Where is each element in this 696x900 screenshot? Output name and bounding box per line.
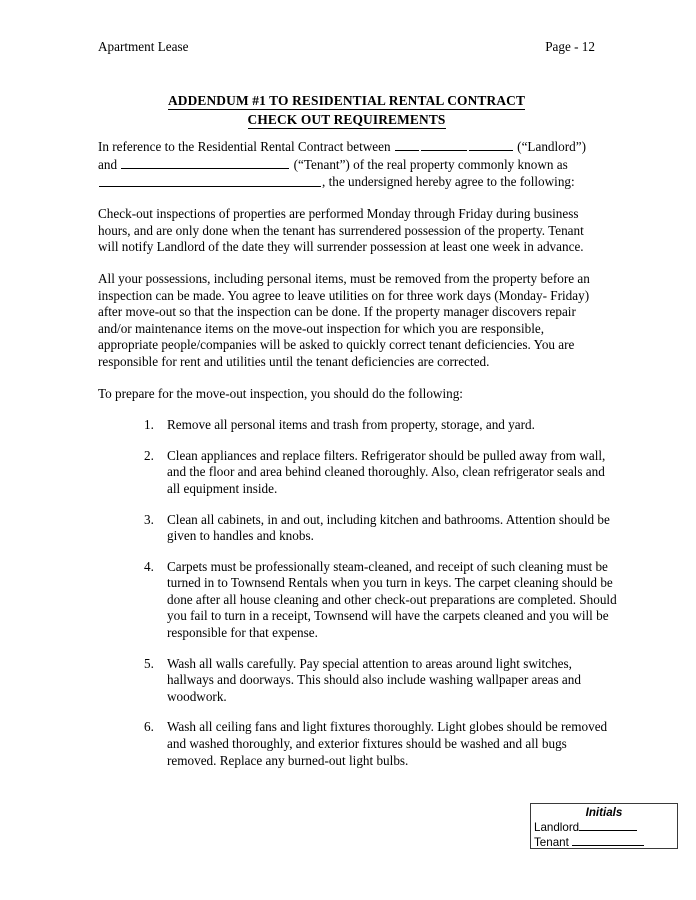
intro-segment-1: In reference to the Residential Rental Contract between [98,139,394,155]
list-item [144,417,619,434]
list-item-text: Remove all personal items and trash from property, storage, and yard. [167,417,535,433]
paragraph-possessions: All your possessions, including personal items, must be removed from the property before an inspection can be made. You agree to leave utilities on for three work days (Monday- Friday) after move-out so that the inspection can be done. If the property manager discovers repair and/or maintenance items on the move-out inspection for which you are responsible, appropriate people/companies will be asked to quickly correct tenant deficiencies. You are responsible for rent and utilities until the tenant deficiencies are corrected. [98,270,590,369]
intro-segment-4: , the undersigned hereby agree to the following: [322,174,575,190]
list-item [144,512,619,545]
list-item-text: Wash all walls carefully. Pay special attention to areas around light switches, hallways and doorways. This should also include washing wallpaper areas and woodwork. [167,655,581,704]
intro-paragraph [98,138,596,191]
list-item [144,719,619,769]
initials-landlord-blank-field[interactable] [579,820,637,831]
list-item [144,656,619,706]
header-page-number: Page - 12 [545,39,595,54]
initials-box [530,803,678,849]
document-body [98,138,617,769]
document-title [98,92,595,129]
tenant-blank-field[interactable] [121,156,289,169]
list-item-number: 1. [144,417,154,433]
list-item [144,448,619,498]
title-line-1: ADDENDUM #1 TO RESIDENTIAL RENTAL CONTRACT [167,93,526,108]
list-item-number: 3. [144,511,154,527]
initials-landlord-row [534,820,674,835]
landlord-blank-field-a[interactable] [395,138,419,151]
list-item-text: Carpets must be professionally steam-cleaned, and receipt of such cleaning must be turned in to Townsend Rentals when you turn in keys. The carpet cleaning should be done after all house cleaning and other check-out preparations are completed. Should you fail to turn in a receipt, Townsend will have the carpets cleaned and you will be responsible for that expense. [167,558,617,641]
landlord-blank-field-b[interactable] [421,138,467,151]
list-item-number: 5. [144,655,154,671]
list-item-text: Clean all cabinets, in and out, including kitchen and bathrooms. Attention should be given to handles and knobs. [167,511,610,544]
initials-landlord-label: Landlord [534,821,580,834]
landlord-blank-field-c[interactable] [469,138,513,151]
list-item-number: 4. [144,558,154,574]
initials-tenant-label: Tenant [534,836,573,849]
initials-tenant-row [534,835,674,850]
list-item-text: Clean appliances and replace filters. Refrigerator should be pulled away from wall, and the floor and area behind cleaned thoroughly. Also, clean refrigerator seals and all equipment inside. [167,447,606,496]
property-address-blank-field[interactable] [99,173,321,186]
intro-segment-3: (“Tenant”) of the real property commonly known as [290,156,568,172]
checkout-steps-list [98,417,617,769]
list-item-number: 6. [144,719,154,735]
header-document-title: Apartment Lease [98,39,189,54]
list-item-text: Wash all ceiling fans and light fixtures thoroughly. Light globes should be removed and washed thoroughly, and exterior fixtures should be washed and all bugs removed. Replace any burned-out light bulbs. [167,719,608,768]
list-item-number: 2. [144,447,154,463]
list-item [144,559,619,642]
paragraph-prepare-intro: To prepare for the move-out inspection, you should do the following: [98,385,463,401]
initials-box-title: Initials [585,806,623,819]
page-header [98,39,595,55]
paragraph-checkout-inspections: Check-out inspections of properties are performed Monday through Friday during business hours, and are only done when the tenant has surrendered possession of the property. Tenant will notify Landlord of the date they will surrender possession at least one week in advance. [98,206,584,255]
initials-tenant-blank-field[interactable] [572,835,644,846]
title-line-2: CHECK OUT REQUIREMENTS [247,112,446,127]
intro-segment-2: (“Landlord”) and [98,139,587,172]
